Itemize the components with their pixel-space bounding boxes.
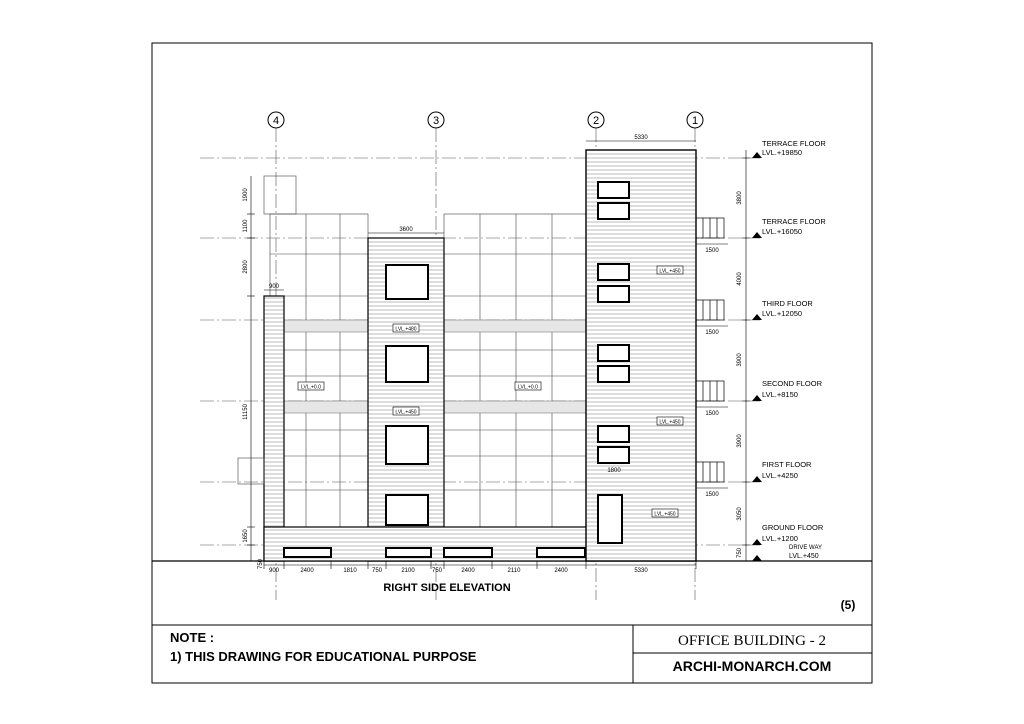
grid-bubble-4 <box>268 112 284 128</box>
bottom-dim-line <box>264 561 696 569</box>
right-dims <box>737 191 743 558</box>
svg-text:3050: 3050 <box>737 507 743 521</box>
svg-text:3900: 3900 <box>737 353 743 367</box>
svg-text:3800: 3800 <box>737 191 743 205</box>
svg-text:750: 750 <box>737 547 743 559</box>
level-marker-terrace-top <box>752 139 826 158</box>
svg-text:LVL.+450: LVL.+450 <box>789 553 819 560</box>
door-dim: 1800 <box>607 468 621 474</box>
dim-tower-width: 5330 <box>634 135 648 141</box>
left-wall <box>238 176 296 561</box>
svg-text:LVL.+0.0: LVL.+0.0 <box>301 384 321 391</box>
svg-text:THIRD FLOOR: THIRD FLOOR <box>762 299 813 308</box>
tower-door <box>598 495 622 543</box>
level-marker-third <box>752 299 813 320</box>
grid-bubble-2 <box>588 112 604 128</box>
svg-text:5330: 5330 <box>634 568 648 574</box>
svg-text:2800: 2800 <box>243 260 249 274</box>
svg-text:LVL.+16050: LVL.+16050 <box>762 227 803 236</box>
svg-text:1500: 1500 <box>705 492 719 498</box>
project-name: OFFICE BUILDING - 2 <box>678 633 826 649</box>
svg-text:750: 750 <box>431 568 443 574</box>
curtain-wall-mid <box>444 214 586 527</box>
svg-text:900: 900 <box>268 568 280 574</box>
drawing-title: RIGHT SIDE ELEVATION <box>383 582 511 594</box>
right-dim-line <box>742 150 750 561</box>
svg-text:1810: 1810 <box>343 568 357 574</box>
svg-text:3: 3 <box>432 115 440 127</box>
svg-text:LVL.+450: LVL.+450 <box>654 511 676 518</box>
bottom-dims <box>269 568 648 574</box>
level-marker-driveway <box>752 545 822 561</box>
note-heading: NOTE : <box>170 630 215 645</box>
svg-text:LVL.+450: LVL.+450 <box>659 419 681 426</box>
svg-text:LVL.+12050: LVL.+12050 <box>762 309 803 318</box>
svg-text:4: 4 <box>272 115 280 127</box>
svg-text:1500: 1500 <box>705 248 719 254</box>
balconies <box>696 218 724 482</box>
svg-text:1900: 1900 <box>243 188 249 202</box>
svg-text:LVL.+8150: LVL.+8150 <box>762 390 798 399</box>
level-markers <box>752 139 826 561</box>
level-marker-second <box>752 379 823 401</box>
svg-text:LVL.+19850: LVL.+19850 <box>762 148 803 157</box>
curtain-wall-left <box>270 214 368 527</box>
svg-text:LVL.+450: LVL.+450 <box>395 409 417 416</box>
svg-text:GROUND FLOOR: GROUND FLOOR <box>762 523 824 532</box>
svg-text:LVL.+4250: LVL.+4250 <box>762 471 798 480</box>
note-line: 1) THIS DRAWING FOR EDUCATIONAL PURPOSE <box>170 649 477 664</box>
website: ARCHI-MONARCH.COM <box>672 658 832 674</box>
svg-text:FIRST FLOOR: FIRST FLOOR <box>762 460 812 469</box>
svg-text:2400: 2400 <box>461 568 475 574</box>
svg-text:LVL.+0.0: LVL.+0.0 <box>518 384 538 391</box>
svg-text:2: 2 <box>592 115 600 127</box>
grid-bubble-1 <box>687 112 703 128</box>
svg-text:2400: 2400 <box>300 568 314 574</box>
svg-text:2400: 2400 <box>554 568 568 574</box>
svg-text:1500: 1500 <box>705 330 719 336</box>
sheet-number: (5) <box>840 598 856 612</box>
svg-text:2100: 2100 <box>401 568 415 574</box>
svg-text:1: 1 <box>691 115 699 127</box>
svg-text:2110: 2110 <box>507 568 521 574</box>
level-marker-terrace <box>752 217 826 238</box>
svg-text:1100: 1100 <box>243 219 249 233</box>
level-marker-ground <box>752 523 824 545</box>
svg-text:LVL.+1200: LVL.+1200 <box>762 534 798 543</box>
svg-text:4000: 4000 <box>737 272 743 286</box>
svg-text:DRIVE WAY: DRIVE WAY <box>789 545 823 551</box>
svg-text:1650: 1650 <box>243 529 249 543</box>
svg-text:LVL.+450: LVL.+450 <box>659 268 681 275</box>
svg-text:750: 750 <box>258 558 264 570</box>
svg-text:11150: 11150 <box>243 404 249 420</box>
dim-core-width: 3600 <box>399 227 413 233</box>
level-marker-first <box>752 460 812 482</box>
svg-text:3900: 3900 <box>737 434 743 448</box>
svg-text:TERRACE FLOOR: TERRACE FLOOR <box>762 217 826 226</box>
svg-text:LVL.+480: LVL.+480 <box>395 326 417 333</box>
left-dim-line <box>247 176 255 561</box>
left-dims <box>243 188 264 569</box>
svg-text:TERRACE FLOOR: TERRACE FLOOR <box>762 139 826 148</box>
svg-text:SECOND FLOOR: SECOND FLOOR <box>762 379 823 388</box>
dim-wall-width: 900 <box>268 284 280 290</box>
svg-text:1500: 1500 <box>705 411 719 417</box>
svg-text:750: 750 <box>371 568 383 574</box>
grid-bubble-3 <box>428 112 444 128</box>
